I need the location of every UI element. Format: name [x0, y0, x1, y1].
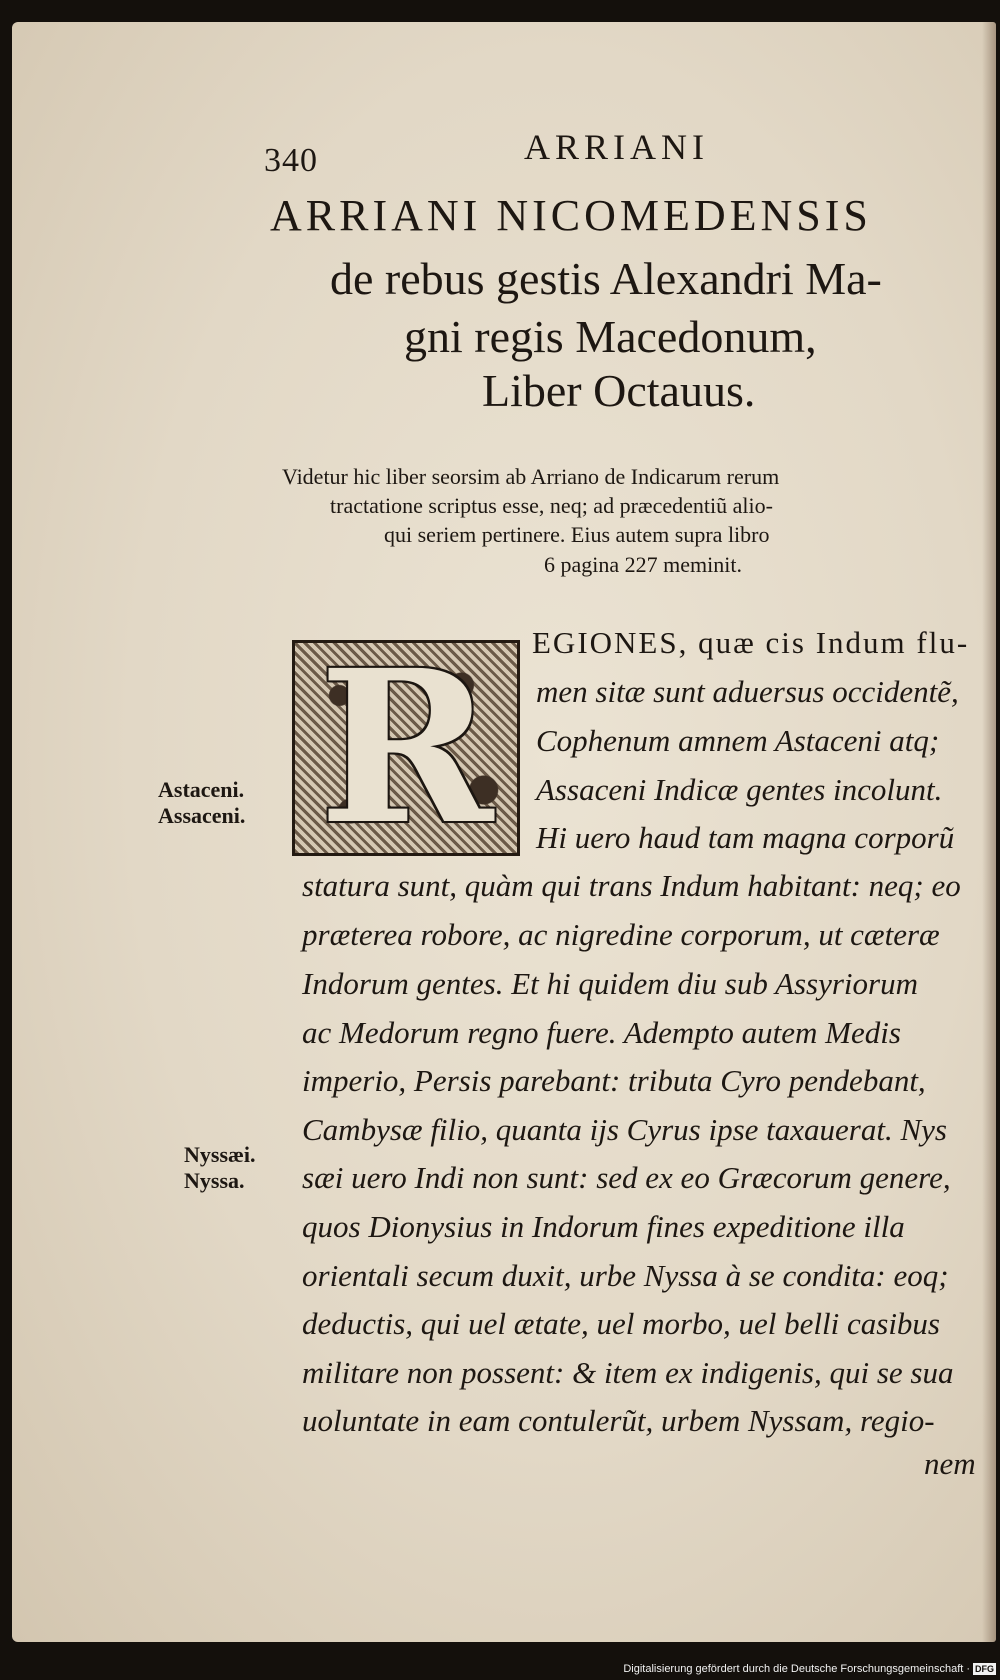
- body-line: Assaceni Indicæ gentes incolunt.: [536, 772, 943, 807]
- body-line: Hi uero haud tam magna corporũ: [536, 820, 955, 855]
- body-line: militare non possent: & item ex indigenis, qui se sua: [302, 1355, 954, 1390]
- body-line: quos Dionysius in Indorum fines expeditione illa: [302, 1209, 905, 1244]
- catchword: nem: [924, 1446, 976, 1481]
- running-title: ARRIANI: [524, 127, 709, 167]
- margin-note-assaceni: Assaceni.: [158, 803, 246, 828]
- credit-text: Digitalisierung gefördert durch die Deutsche Forschungsgemeinschaft: [623, 1663, 964, 1675]
- title-line-3: gni regis Macedonum,: [404, 311, 817, 362]
- body-line: EGIONES, quæ cis Indum flu-: [532, 625, 970, 660]
- body-line: sæi uero Indi non sunt: sed ex eo Græcorum genere,: [302, 1160, 951, 1195]
- decorated-initial: [292, 624, 520, 871]
- body-line: imperio, Persis parebant: tributa Cyro pendebant,: [302, 1063, 926, 1098]
- intro-note-line-1: Videtur hic liber seorsim ab Arriano de Indicarum rerum: [282, 464, 780, 489]
- margin-note-astaceni: Astaceni.: [158, 777, 245, 802]
- body-line: men sitæ sunt aduersus occidentẽ,: [536, 674, 959, 709]
- body-line: ac Medorum regno fuere. Adempto autem Medis: [302, 1015, 901, 1050]
- intro-note-line-3: qui seriem pertinere. Eius autem supra libro: [384, 522, 770, 547]
- body-line: præterea robore, ac nigredine corporum, ut cæteræ: [302, 917, 940, 952]
- body-line: deductis, qui uel ætate, uel morbo, uel belli casibus: [302, 1306, 940, 1341]
- body-line: statura sunt, quàm qui trans Indum habitant: neq; eo: [302, 868, 961, 903]
- digitization-credit: Digitalisierung gefördert durch die Deutsche Forschungsgemeinschaft · DFG: [623, 1660, 996, 1678]
- intro-note-line-2: tractatione scriptus esse, neq; ad præcedentiũ alio-: [330, 493, 773, 518]
- body-line: Indorum gentes. Et hi quidem diu sub Assyriorum: [302, 966, 918, 1001]
- dfg-logo-icon: DFG: [975, 1664, 994, 1674]
- title-line-4: Liber Octauus.: [482, 365, 756, 416]
- body-line: orientali secum duxit, urbe Nyssa à se condita: eoq;: [302, 1258, 949, 1293]
- body-line: uoluntate in eam contulerũt, urbem Nyssam, regio-: [302, 1403, 935, 1438]
- body-line: Cambysæ filio, quanta ijs Cyrus ipse taxauerat. Nys: [302, 1112, 947, 1147]
- title-line-2: de rebus gestis Alexandri Ma-: [330, 253, 882, 304]
- page-number: 340: [264, 142, 318, 179]
- margin-note-nyssaei: Nyssæi.: [184, 1142, 256, 1167]
- book-page: [12, 22, 996, 1642]
- margin-note-nyssa: Nyssa.: [184, 1168, 245, 1193]
- body-line: Cophenum amnem Astaceni atq;: [536, 723, 940, 758]
- title-line-1: ARRIANI NICOMEDENSIS: [270, 191, 872, 240]
- intro-note-line-4: 6 pagina 227 meminit.: [544, 552, 742, 577]
- initial-letter: R: [318, 624, 494, 871]
